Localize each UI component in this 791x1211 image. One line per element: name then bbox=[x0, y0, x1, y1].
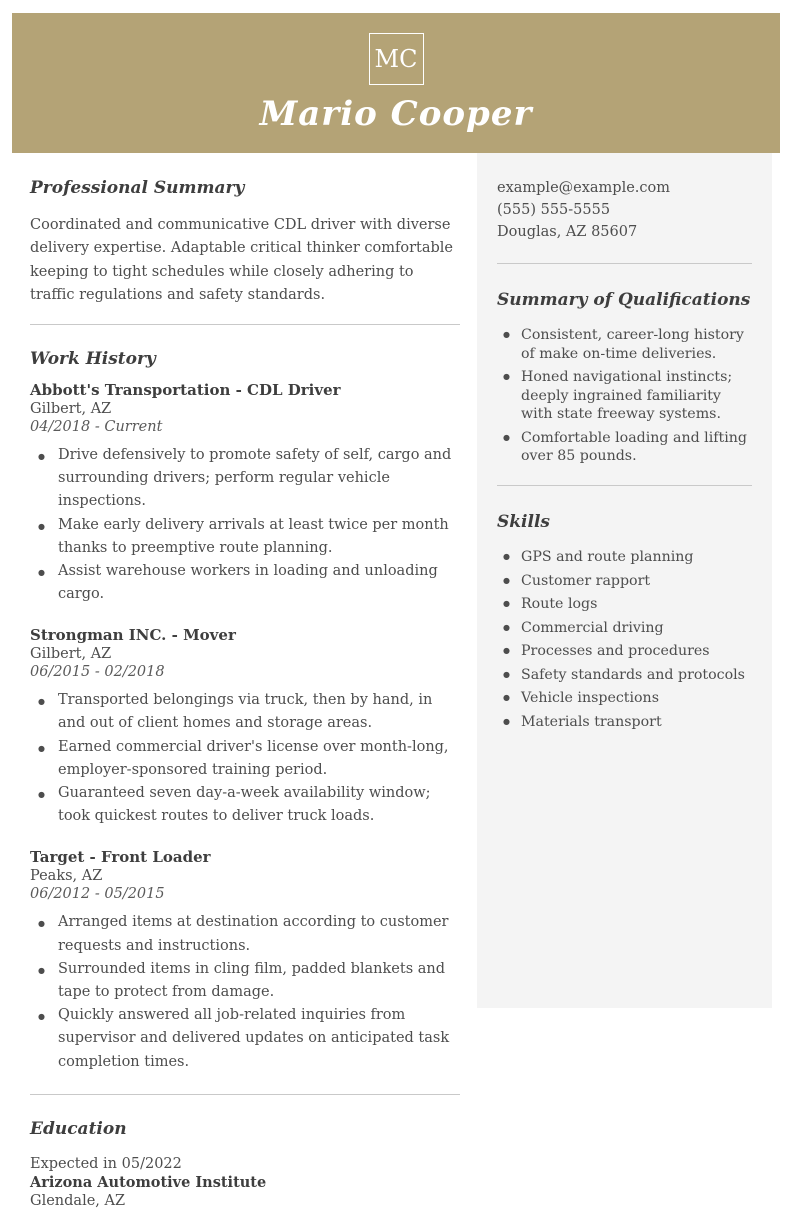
job-entry bbox=[30, 848, 460, 1073]
skill-item: ● Customer rapport bbox=[497, 572, 752, 590]
monogram-badge bbox=[369, 33, 424, 85]
qualifications-section bbox=[497, 290, 752, 465]
professional-summary-heading: Professional Summary bbox=[30, 178, 245, 198]
skills-list bbox=[497, 548, 752, 731]
education-heading: Education bbox=[30, 1118, 127, 1139]
job-bullets bbox=[30, 911, 460, 1073]
section-divider bbox=[30, 324, 460, 325]
education-location: Glendale, AZ bbox=[30, 1193, 126, 1210]
job-location: Peaks, AZ bbox=[30, 868, 103, 885]
job-entry bbox=[30, 626, 460, 828]
skill-item: ● GPS and route planning bbox=[497, 548, 752, 566]
skills-heading: Skills bbox=[497, 512, 551, 533]
job-bullets bbox=[30, 689, 460, 828]
job-title: Strongman INC. - Mover bbox=[30, 626, 236, 645]
contact-address: Douglas, AZ 85607 bbox=[497, 223, 638, 240]
work-history-heading: Work History bbox=[30, 348, 156, 369]
job-bullets bbox=[30, 444, 460, 606]
bullet-item: ● Drive defensively to promote safety of self, cargo and surrounding drivers; perform regular vehicle inspections. bbox=[30, 444, 460, 514]
education-expected-date: Expected in 05/2022 bbox=[30, 1155, 182, 1172]
job-location: Gilbert, AZ bbox=[30, 400, 112, 417]
skill-item: ● Route logs bbox=[497, 595, 752, 613]
job-dates: 04/2018 - Current bbox=[30, 418, 163, 435]
bullet-item: ● Surrounded items in cling film, padded blankets and tape to protect from damage. bbox=[30, 958, 460, 1004]
contact-email: example@example.com bbox=[497, 180, 671, 196]
education-section bbox=[30, 1119, 460, 1211]
professional-summary-text: Coordinated and communicative CDL driver with diverse delivery expertise. Adaptable critical thinker comfortable keeping to tight schedules while closely adhering to traffic regulations and safety standards. bbox=[30, 217, 453, 304]
contact-section bbox=[497, 178, 752, 243]
education-school: Arizona Automotive Institute bbox=[30, 1173, 267, 1191]
bullet-item: ● Quickly answered all job-related inquiries from supervisor and delivered updates on anticipated task completion times. bbox=[30, 1004, 460, 1074]
skill-item: ● Safety standards and protocols bbox=[497, 666, 752, 684]
job-title: Abbott's Transportation - CDL Driver bbox=[30, 380, 341, 399]
bullet-item: ● Guaranteed seven day-a-week availability window; took quickest routes to deliver truck loads. bbox=[30, 782, 460, 828]
bullet-item: ● Earned commercial driver's license over month-long, employer-sponsored training period. bbox=[30, 736, 460, 782]
qualifications-list bbox=[497, 326, 752, 465]
contact-phone: (555) 555-5555 bbox=[497, 201, 611, 218]
professional-summary-section bbox=[30, 178, 460, 308]
bullet-item: ● Arranged items at destination according to customer requests and instructions. bbox=[30, 911, 460, 957]
job-entry bbox=[30, 381, 460, 606]
skill-item: ● Vehicle inspections bbox=[497, 689, 752, 707]
job-location: Gilbert, AZ bbox=[30, 646, 112, 662]
skill-item: ● Materials transport bbox=[497, 713, 752, 731]
person-name: Mario Cooper bbox=[259, 93, 533, 134]
bullet-item: ● Make early delivery arrivals at least twice per month thanks to preemptive route planning. bbox=[30, 514, 460, 560]
resume-header bbox=[12, 13, 780, 153]
work-history-section bbox=[30, 349, 460, 1074]
section-divider bbox=[497, 485, 752, 486]
main-column bbox=[0, 153, 477, 1211]
bullet-item: ● Assist warehouse workers in loading and unloading cargo. bbox=[30, 560, 460, 606]
job-dates: 06/2015 - 02/2018 bbox=[30, 664, 165, 681]
skills-section bbox=[497, 512, 752, 731]
bullet-item: ● Consistent, career-long history of make on-time deliveries. bbox=[497, 326, 752, 363]
skill-item: ● Processes and procedures bbox=[497, 642, 752, 660]
bullet-item: ● Transported belongings via truck, then by hand, in and out of client homes and storage areas. bbox=[30, 689, 460, 735]
bullet-item: ● Honed navigational instincts; deeply ingrained familiarity with state freeway systems. bbox=[497, 368, 752, 423]
sidebar-column bbox=[477, 153, 772, 1008]
monogram-initials: MC bbox=[374, 44, 418, 73]
bullet-item: ● Comfortable loading and lifting over 85 pounds. bbox=[497, 429, 752, 466]
section-divider bbox=[497, 263, 752, 264]
section-divider bbox=[30, 1094, 460, 1095]
qualifications-heading: Summary of Qualifications bbox=[497, 290, 751, 311]
job-title: Target - Front Loader bbox=[30, 848, 211, 867]
resume-body bbox=[0, 153, 791, 1211]
job-dates: 06/2012 - 05/2015 bbox=[30, 886, 165, 903]
skill-item: ● Commercial driving bbox=[497, 619, 752, 637]
